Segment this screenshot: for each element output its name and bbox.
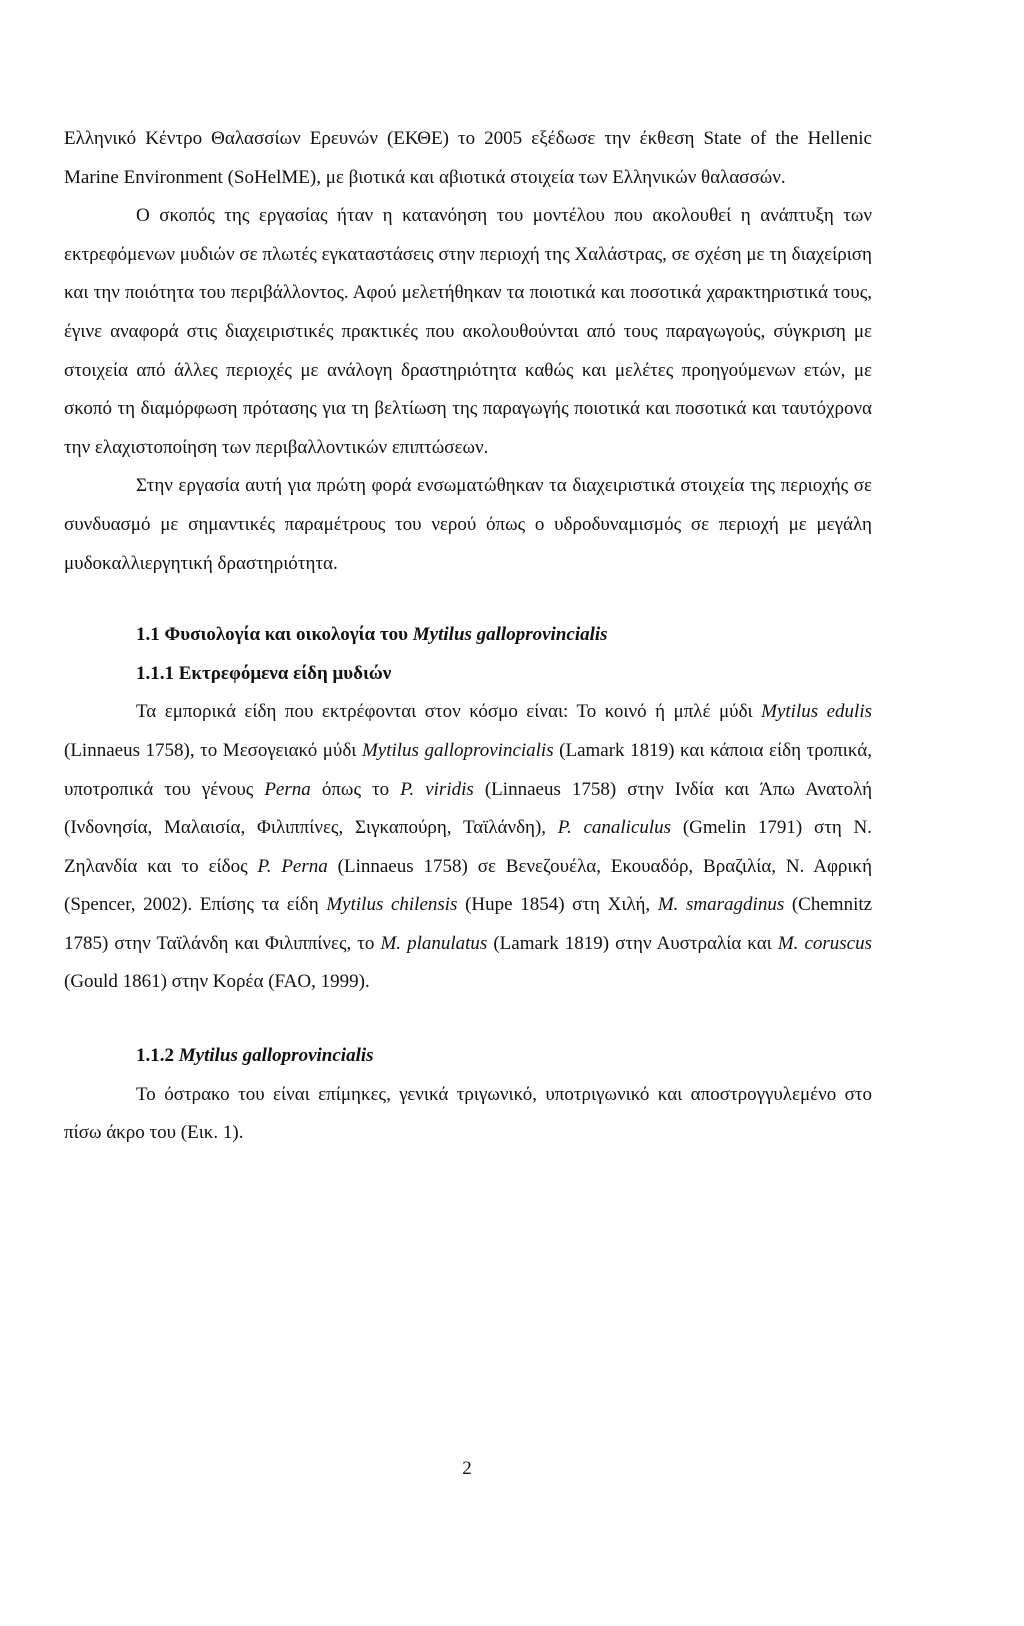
section-title: Φυσιολογία και οικολογία του — [164, 624, 409, 646]
subsection-title: Εκτρεφόμενα είδη μυδιών — [178, 662, 392, 684]
section-number: 1.1 — [136, 624, 160, 646]
text-segment: (Linnaeus 1758), το Μεσογειακό μύδι — [64, 739, 357, 761]
species-name: P. canaliculus — [557, 817, 672, 839]
species-name: M. planulatus — [380, 932, 488, 954]
paragraph-species — [64, 693, 872, 1002]
text-segment: όπως το — [321, 778, 390, 800]
paragraph-shell: Το όστρακο του είναι επίμηκες, γενικά τριγωνικό, υποτριγωνικό και αποστρογγυλεμένο στο πίσω άκρο του (Εικ. 1). — [64, 1083, 872, 1144]
text-segment: (Chemnitz 1785) στην Ταϊλάνδη και Φιλιππίνες, το — [64, 894, 873, 954]
subsection-species: Mytilus galloprovincialis — [178, 1045, 374, 1067]
text-segment: (Linnaeus 1758) σε Βενεζουέλα, Εκουαδόρ, Βραζιλία, Ν. Αφρική (Spencer, 2002). Επίσης τα είδη — [64, 855, 873, 916]
species-name: P. Perna — [257, 855, 328, 877]
species-name: M. smaragdinus — [657, 894, 785, 916]
paragraph-soHelme: Ελληνικό Κέντρο Θαλασσίων Ερευνών (ΕΚΘΕ) το 2005 εξέδωσε την έκθεση State of the Hellenic Marine Environment (SoHelME), με βιοτικά και αβιοτικά στοιχεία των Ελληνικών θαλασσών. — [64, 128, 872, 188]
text-segment: (Lamark 1819) στην Αυστραλία και — [493, 932, 772, 954]
text-segment: Τα εμπορικά είδη που εκτρέφονται στον κόσμο είναι: Το κοινό ή μπλέ μύδι — [136, 701, 753, 723]
species-name: M. coruscus — [777, 932, 873, 954]
subsection-number: 1.1.2 — [136, 1045, 174, 1067]
paragraph-aim: Ο σκοπός της εργασίας ήταν η κατανόηση του μοντέλου που ακολουθεί η ανάπτυξη των εκτρεφόμενων μυδιών σε πλωτές εγκαταστάσεις στην περιοχή της Χαλάστρας, σε σχέση με τη διαχείριση και την ποιότητα του περιβάλλοντος. Αφού μελετήθηκαν τα ποιοτικά και ποσοτικά χαρακτηριστικά τους, έγινε αναφορά στις διαχειριστικές πρακτικές που ακολουθούνται από τους παραγωγούς, σύγκριση με στοιχεία από άλλες περιοχές με ανάλογη δραστηριότητα καθώς και μελέτες προηγούμενων ετών, με σκοπό τη διαμόρφωση πρότασης για τη βελτίωση της παραγωγής ποιοτικά και ποσοτικά και ταυτόχρονα την ελαχιστοποίηση των περιβαλλοντικών επιπτώσεων. — [64, 205, 872, 458]
species-name: Mytilus chilensis — [326, 894, 458, 916]
section-heading-1-1-1 — [64, 655, 872, 694]
text-segment: (Lamark 1819) και κάποια είδη τροπικά, υποτροπικά του γένους — [64, 739, 873, 800]
section-heading-1-1-2 — [64, 1037, 872, 1076]
section-heading-1-1 — [64, 616, 872, 655]
page-number: 2 — [462, 1458, 472, 1479]
text-segment: (Linnaeus 1758) στην Ινδία και Άπω Ανατολή (Ινδονησία, Μαλαισία, Φιλιππίνες, Σιγκαπούρη, Ταϊλάνδη), — [64, 778, 873, 839]
text-segment: (Hupe 1854) στη Χιλή, — [465, 894, 651, 916]
species-name: P. viridis — [400, 778, 474, 800]
text-segment: (Gmelin 1791) στη Ν. Ζηλανδία και το είδος — [64, 817, 872, 877]
text-segment: (Gould 1861) στην Κορέα (FAO, 1999). — [64, 971, 370, 993]
document-body — [64, 120, 872, 1153]
subsection-number: 1.1.1 — [136, 662, 174, 684]
species-name: Mytilus galloprovincialis — [361, 739, 554, 761]
section-title-species: Mytilus galloprovincialis — [412, 624, 608, 646]
species-name: Perna — [264, 778, 311, 800]
paragraph-first-time: Στην εργασία αυτή για πρώτη φορά ενσωματώθηκαν τα διαχειριστικά στοιχεία της περιοχής σε συνδυασμό με σημαντικές παραμέτρους του νερού όπως ο υδροδυναμισμός σε περιοχή με μεγάλη μυδοκαλλιεργητική δραστηριότητα. — [64, 475, 872, 574]
species-name: Mytilus edulis — [761, 701, 873, 723]
